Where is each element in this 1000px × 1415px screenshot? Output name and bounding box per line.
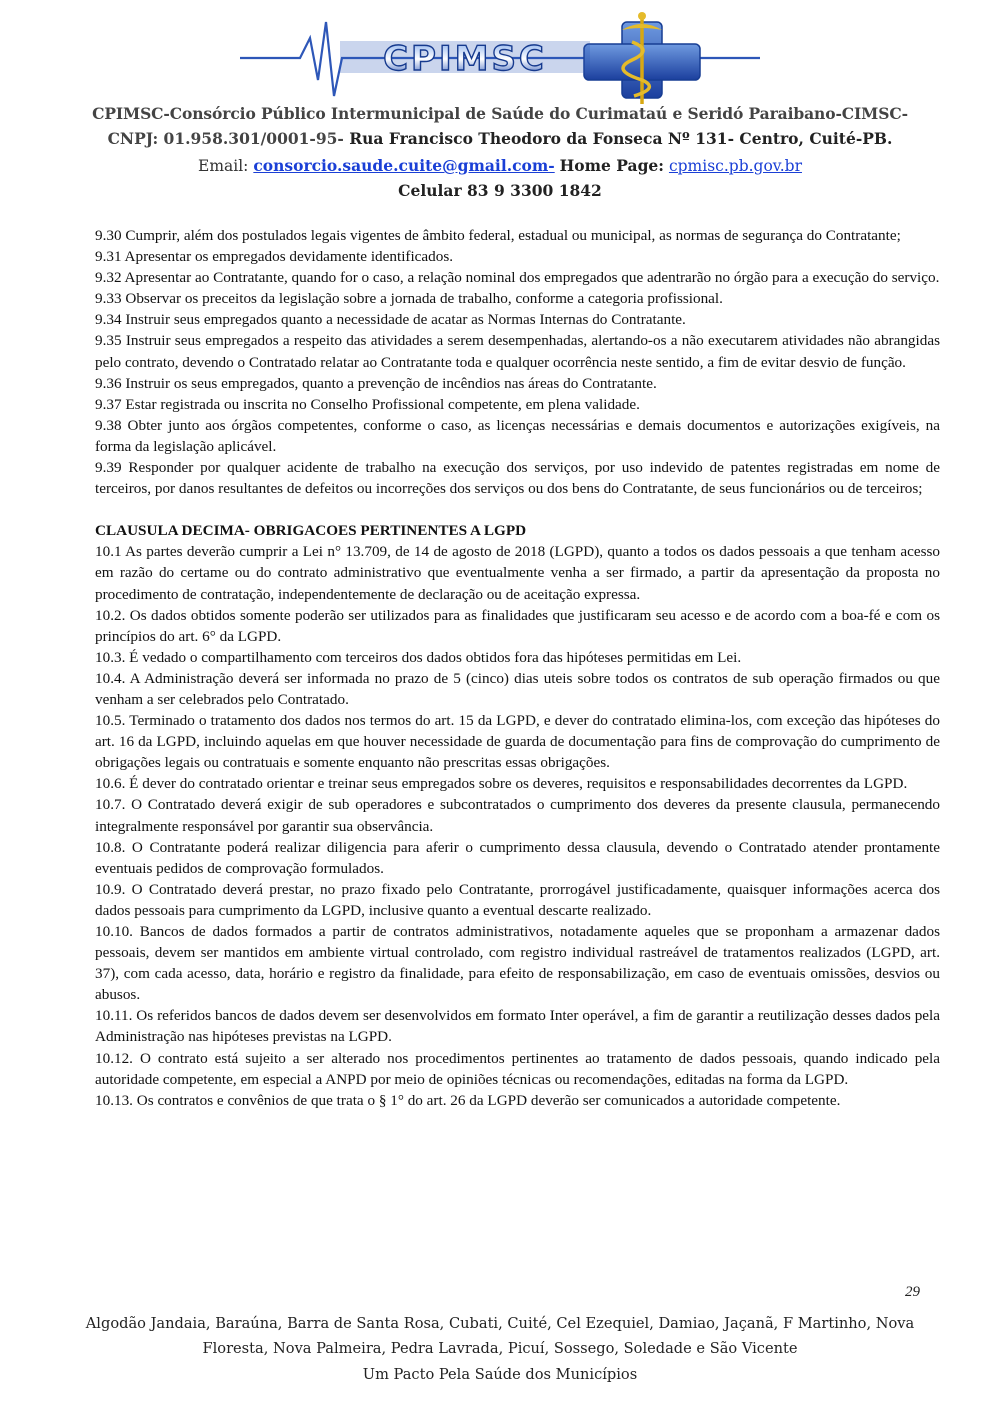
clause-10-8: 10.8. O Contratante poderá realizar diligencia para aferir o cumprimento dessa clausula, devendo o Contratado atender prontamente eventuais pedidos de comprovação formulados.: [95, 838, 940, 877]
clause-9-30: 9.30 Cumprir, além dos postulados legais vigentes de âmbito federal, estadual ou municipal, as normas de segurança do Contratante;: [95, 227, 901, 244]
email-link[interactable]: consorcio.saude.cuite@gmail.com-: [253, 156, 555, 175]
cnpj: CNPJ: 01.958.301/0001-95-: [107, 129, 344, 148]
document-body: [95, 225, 940, 1111]
organization-name: CPIMSC-Consórcio Público Intermunicipal de Saúde do Curimataú e Seridó Paraibano-CIMSC-: [92, 104, 908, 123]
clause-10-1: 10.1 As partes deverão cumprir a Lei n° 13.709, de 14 de agosto de 2018 (LGPD), quanto a todos os dados pessoais a que tenham acesso em razão do certame ou do contrato administrativo que eventualmente venha a ser firmado, a partir da apresentação da proposta no procedimento de contratação, independentemente de declaração ou de aceitação expressa.: [95, 543, 940, 603]
clause-9-33: 9.33 Observar os preceitos da legislação sobre a jornada de trabalho, conforme a categoria profissional.: [95, 290, 723, 308]
clause-9-35: 9.35 Instruir seus empregados a respeito das atividades a serem desempenhadas, alertando-os a não executarem atividades não abrangidas pelo contrato, devendo o Contratado relatar ao Contratante toda e qualquer ocorrência neste sentido, a fim de evitar desvio de função.: [95, 332, 940, 371]
cnpj-address-line: [0, 129, 1000, 148]
clause-10-3: 10.3. É vedado o compartilhamento com terceiros dos dados obtidos fora das hipóteses permitidas em Lei.: [95, 648, 742, 666]
phone: Celular 83 9 3300 1842: [398, 181, 602, 200]
page-number: 29: [905, 1284, 920, 1300]
cpimsc-logo: [230, 8, 770, 108]
clause-9-31: 9.31 Apresentar os empregados devidamente identificados.: [95, 248, 454, 266]
clause-10-2: 10.2. Os dados obtidos somente poderão ser utilizados para as finalidades que justificaram seu acesso e de acordo com a boa-fé e com os princípios do art. 6° da LGPD.: [95, 606, 940, 645]
clause-9-38: 9.38 Obter junto aos órgãos competentes, conforme o caso, as licenças necessárias e demais documentos e autorizações exigíveis, na forma da legislação aplicável.: [95, 416, 940, 455]
homepage-link[interactable]: cpmisc.pb.gov.br: [668, 157, 802, 175]
footer-slogan: Um Pacto Pela Saúde dos Municípios: [362, 1366, 638, 1383]
clause-10-7: 10.7. O Contratado deverá exigir de sub operadores e subcontratados o cumprimento dos deveres da presente clausula, permanecendo integralmente responsável por garantir sua observância.: [95, 796, 940, 835]
clause-9-36: 9.36 Instruir os seus empregados, quanto a prevenção de incêndios nas áreas do Contratante.: [95, 374, 657, 392]
logo-text: CPIMSC: [383, 39, 547, 79]
clause-10-10: 10.10. Bancos de dados formados a partir de contratos administrativos, notadamente aqueles que se proponham a armazenar dados pessoais, devem ser mantidos em ambiente virtual controlado, com registro individual rastreável de tratamentos realizados (LGPD, art. 37), com cada acesso, data, horário e registro da finalidade, para efeito de responsabilização, em caso de eventuais omissões, desvios ou abusos.: [95, 923, 940, 1004]
clause-10-4: 10.4. A Administração deverá ser informada no prazo de 5 (cinco) dias uteis sobre todos os contratos de sub operação firmados ou que venham a ser celebrados pelo Contratado.: [95, 669, 940, 708]
medical-cross-icon: [584, 12, 700, 104]
clause-10-9: 10.9. O Contratado deverá prestar, no prazo fixado pelo Contratante, prorrogável justificadamente, quaisquer informações acerca dos dados pessoais para cumprimento da LGPD, inclusive quanto a eventual descarte realizado.: [95, 880, 940, 919]
footer-municipalities-line-1: Algodão Jandaia, Baraúna, Barra de Santa Rosa, Cubati, Cuité, Cel Ezequiel, Damiao, Jaçanã, F Martinho, Nova: [85, 1315, 915, 1332]
section-10-title: CLAUSULA DECIMA- OBRIGACOES PERTINENTES A LGPD: [95, 522, 527, 540]
contact-line: [0, 156, 1000, 175]
email-label: Email:: [198, 157, 249, 175]
clause-9-32: 9.32 Apresentar ao Contratante, quando for o caso, a relação nominal dos empregados que adentrarão no órgão para a execução do serviço.: [95, 269, 940, 287]
clause-10-13: 10.13. Os contratos e convênios de que trata o § 1° do art. 26 da LGPD deverão ser comunicados a autoridade competente.: [95, 1091, 841, 1109]
clause-10-5: 10.5. Terminado o tratamento dos dados nos termos do art. 15 da LGPD, e dever do contratado elimina-los, com exceção das hipóteses do art. 16 da LGPD, incluindo aquelas em que houver necessidade de guarda de documentação para fins de comprovação do cumprimento de obrigações legais ou contratuais e somente enquanto não prescritas essas obrigações.: [95, 712, 940, 772]
address: Rua Francisco Theodoro da Fonseca Nº 131- Centro, Cuité-PB.: [349, 129, 893, 148]
clause-9-37: 9.37 Estar registrada ou inscrita no Conselho Profissional competente, em plena validade.: [95, 395, 640, 413]
homepage-label: Home Page:: [559, 156, 665, 175]
clause-10-12: 10.12. O contrato está sujeito a ser alterado nos procedimentos pertinentes ao tratamento de dados pessoais, quando indicado pela autoridade competente, em especial a ANPD por meio de opiniões técnicas ou recomendações, editadas na forma da LGPD.: [95, 1049, 940, 1088]
footer-municipalities-line-2: Floresta, Nova Palmeira, Pedra Lavrada, Picuí, Sossego, Soledade e São Vicente: [202, 1340, 798, 1357]
clause-10-11: 10.11. Os referidos bancos de dados devem ser desenvolvidos em formato Inter operável, a fim de garantir a reutilização desses dados pela Administração nas hipóteses previstas na LGPD.: [95, 1007, 940, 1046]
clause-9-34: 9.34 Instruir seus empregados quanto a necessidade de acatar as Normas Internas do Contratante.: [95, 311, 686, 329]
clause-9-39: 9.39 Responder por qualquer acidente de trabalho na execução dos serviços, por uso indevido de patentes registradas em nome de terceiros, por danos resultantes de defeitos ou incorreções dos serviços ou dos bens do Contratante, de seus funcionários ou de terceiros;: [95, 459, 940, 498]
clause-10-6: 10.6. É dever do contratado orientar e treinar seus empregados sobre os deveres, requisitos e responsabilidades decorrentes da LGPD.: [95, 775, 908, 793]
